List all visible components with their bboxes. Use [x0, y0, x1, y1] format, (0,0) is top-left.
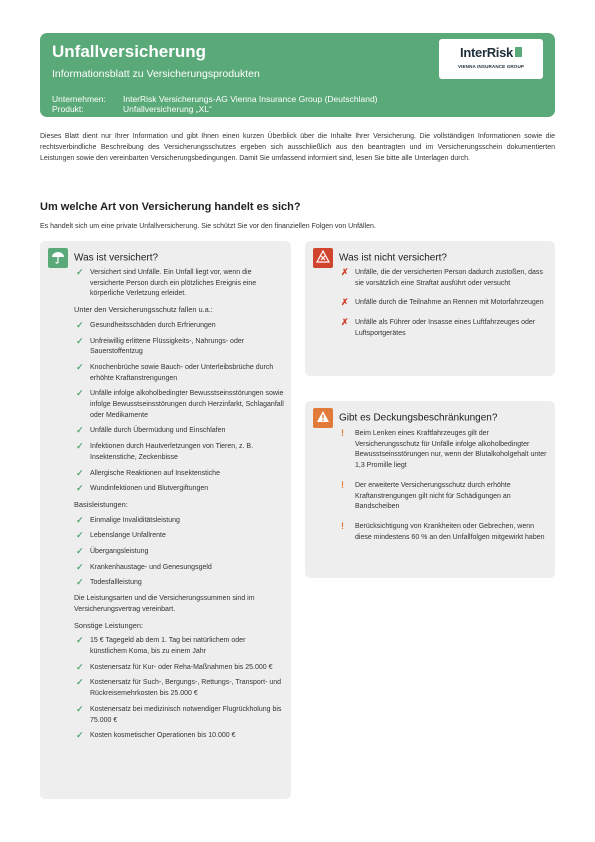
insured-list [76, 268, 284, 747]
not-insured-heading [313, 248, 447, 268]
check-icon: ✓ [76, 530, 84, 541]
list-item: ✓ Lebenslange Unfallrente [76, 530, 166, 541]
logo-brand: InterRisk [460, 45, 513, 60]
no-coverage-icon [313, 248, 333, 268]
insured-box [40, 241, 291, 799]
cross-icon: ✗ [341, 297, 349, 308]
cross-icon: ✗ [341, 267, 349, 277]
not-insured-list [341, 268, 549, 345]
insured-note: Die Leistungsarten und die Versicherungssummen sind im Versicherungsvertrag vereinbart. [74, 595, 255, 613]
check-icon: ✓ [76, 425, 84, 436]
list-item: ✓ Gesundheitsschäden durch Erfrierungen [76, 319, 216, 330]
exclamation-icon: ! [341, 428, 344, 438]
check-icon: ✓ [76, 361, 84, 372]
logo-mark-icon [515, 47, 522, 57]
list-item: ✓ Versichert sind Unfälle. Ein Unfall liegt vor, wenn die versicherte Person durch ein plötzliches Ereignis eine körperliche Verletzung erleidet. [76, 267, 257, 298]
list-item: ✗ Unfälle als Führer oder Insasse eines Luftfahrzeuges oder Luftsportgerätes [341, 317, 536, 337]
check-icon: ✓ [76, 335, 84, 346]
company-row [52, 94, 378, 104]
warning-icon [313, 408, 333, 428]
list-item: ✓ Unfreiwillig erlittene Flüssigkeits-, Nahrungs- oder Sauerstoffentzug [76, 335, 245, 356]
check-icon: ✓ [76, 546, 84, 557]
list-item: ✓ Einmalige Invaliditätsleistung [76, 514, 180, 525]
check-icon: ✓ [76, 730, 84, 741]
list-item: ! Beim Lenken eines Kraftfahrzeuges gilt der Versicherungsschutz für Unfälle infolge alkoholbedingter Bewusstseinsstörungen nur, wenn der Blutalkoholgehalt unter 1,3 Promille liegt [341, 428, 547, 470]
check-icon: ✓ [76, 677, 84, 688]
list-item: ! Der erweiterte Versicherungsschutz durch erhöhte Kraftanstrengungen gilt nicht für Schädigungen an Bandscheiben [341, 479, 511, 511]
list-item: ✓ Kostenersatz für Such-, Bergungs-, Rettungs-, Transport- und Rückreisemehrkosten bis 25.000 € [76, 677, 282, 698]
restrictions-box [305, 401, 555, 578]
company-label: Unternehmen: [52, 94, 106, 104]
insured-title: Was ist versichert? [74, 252, 159, 264]
list-item: ✓ Infektionen durch Hautverletzungen von Tieren, z. B. Insektenstiche, Zeckenbisse [76, 441, 254, 461]
section-question: Um welche Art von Versicherung handelt es sich? [40, 201, 301, 213]
product-value: Unfallversicherung „XL“ [123, 104, 212, 114]
check-icon: ✓ [76, 635, 84, 646]
header-banner [40, 33, 555, 117]
lead-text: Es handelt sich um eine private Unfallversicherung. Sie schützt Sie vor den finanziellen Folgen von Unfällen. [40, 223, 376, 230]
list-item: ✓ Wundinfektionen und Blutvergiftungen [76, 483, 209, 494]
list-item: ✓ Kosten kosmetischer Operationen bis 10.000 € [76, 730, 236, 741]
exclamation-icon: ! [341, 520, 344, 531]
restrictions-list [341, 429, 549, 548]
check-icon: ✓ [76, 661, 84, 672]
check-icon: ✓ [76, 267, 84, 277]
list-item: ✓ Krankenhaustage- und Genesungsgeld [76, 561, 212, 572]
list-item: ✓ Unfälle durch Übermüdung und Einschlafen [76, 425, 226, 436]
page-subtitle: Informationsblatt zu Versicherungsprodukten [52, 68, 260, 80]
logo-subline: VIENNA INSURANCE GROUP [457, 64, 525, 69]
product-row [52, 104, 212, 114]
check-icon: ✓ [76, 577, 84, 588]
check-icon: ✓ [76, 703, 84, 714]
list-item: ✓ Übergangsleistung [76, 546, 149, 557]
list-item: ✓ 15 € Tagegeld ab dem 1. Tag bei natürlichem oder künstlichem Koma, bis zu einem Jahr [76, 635, 246, 655]
insured-heading [48, 248, 158, 268]
list-item: ✗ Unfälle, die der versicherten Person dadurch zustoßen, dass sie vorsätzlich eine Straftat ausführt oder versucht [341, 267, 543, 287]
page-title: Unfallversicherung [52, 42, 206, 61]
list-item: ✓ Knochenbrüche sowie Bauch- oder Unterleibsbrüche durch erhöhte Kraftanstrengungen [76, 361, 274, 382]
umbrella-icon [48, 248, 68, 268]
insured-section-coverage: Unter den Versicherungsschutz fallen u.a.: [74, 305, 213, 315]
restrictions-title: Gibt es Deckungsbeschränkungen? [339, 412, 498, 424]
cross-icon: ✗ [341, 317, 349, 328]
check-icon: ✓ [76, 441, 84, 452]
interrisk-logo [439, 39, 543, 79]
insured-section-other: Sonstige Leistungen: [74, 620, 144, 630]
insured-section-basic: Basisleistungen: [74, 499, 128, 509]
exclamation-icon: ! [341, 479, 344, 490]
list-item: ✓ Unfälle infolge alkoholbedingter Bewusstseinsstörungen sowie infolge Bewusstseinsstörungen durch Herzinfarkt, Schlaganfall oder Medikamente [76, 388, 284, 419]
list-item: ✓ Allergische Reaktionen auf Insektenstiche [76, 467, 220, 478]
intro-text: Dieses Blatt dient nur Ihrer Information und gibt Ihnen einen kurzen Überblick über die Inhalte Ihrer Versicherung. Die vollständigen Informationen sowie die rechtsverbindliche Beschreibung des Versicherungsschutzes ergeben sich ausschließlich aus den beantragten und im Versicherungsschein dokumentierten Leistungen sowie den vereinbarten Versicherungsbedingungen. Damit Sie umfassend informiert sind, lesen Sie bitte alle Unterlagen durch. [40, 133, 555, 163]
list-item: ✓ Kostenersatz bei medizinisch notwendiger Flugrückholung bis 75.000 € [76, 703, 282, 724]
check-icon: ✓ [76, 483, 84, 494]
restrictions-heading [313, 408, 497, 428]
list-item: ✗ Unfälle durch die Teilnahme an Rennen mit Motorfahrzeugen [341, 297, 544, 308]
list-item: ✓ Kostenersatz für Kur- oder Reha-Maßnahmen bis 25.000 € [76, 661, 273, 672]
not-insured-box [305, 241, 555, 376]
check-icon: ✓ [76, 388, 84, 399]
check-icon: ✓ [76, 514, 84, 525]
check-icon: ✓ [76, 319, 84, 330]
check-icon: ✓ [76, 561, 84, 572]
list-item: ! Berücksichtigung von Krankheiten oder Gebrechen, wenn diese mindestens 60 % an den Unfallfolgen mitgewirkt haben [341, 520, 545, 541]
product-label: Produkt: [52, 104, 84, 114]
not-insured-title: Was ist nicht versichert? [339, 252, 447, 264]
check-icon: ✓ [76, 467, 84, 478]
list-item: ✓ Todesfallleistung [76, 577, 142, 588]
company-value: InterRisk Versicherungs-AG Vienna Insurance Group (Deutschland) [123, 94, 378, 104]
